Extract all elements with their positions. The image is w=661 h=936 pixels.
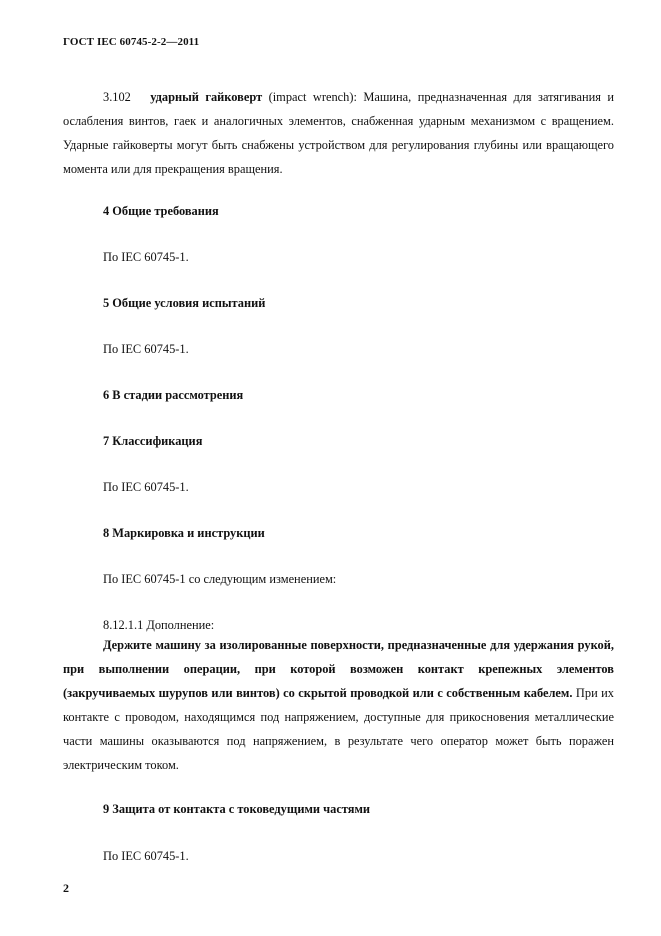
definition-term: ударный гайковерт — [150, 90, 263, 104]
section-8-subclause: 8.12.1.1 Дополнение: — [103, 618, 215, 632]
definition-number: 3.102 — [103, 90, 131, 104]
section-8-text: По IEC 60745-1 со следующим изменением: — [103, 572, 337, 586]
section-6-title: 6 В стадии рассмотрения — [103, 388, 244, 402]
section-4-title: 4 Общие требования — [103, 204, 219, 218]
section-8-title: 8 Маркировка и инструкции — [103, 526, 265, 540]
page-number: 2 — [63, 881, 69, 895]
warning-paragraph — [63, 633, 614, 777]
definition-english: (impact wrench) — [268, 90, 354, 104]
section-7-title: 7 Классификация — [103, 434, 203, 448]
definition-paragraph — [63, 85, 614, 181]
section-9-title: 9 Защита от контакта с токоведущими частями — [103, 802, 371, 816]
section-5-title: 5 Общие условия испытаний — [103, 296, 266, 310]
section-4-text: По IEC 60745-1. — [103, 250, 189, 264]
section-9-text: По IEC 60745-1. — [103, 849, 189, 863]
section-7-text: По IEC 60745-1. — [103, 480, 189, 494]
section-5-text: По IEC 60745-1. — [103, 342, 189, 356]
definition-text: : Машина, предназначенная для затягивания и ослабления винтов, гаек и аналогичных элементов, снабженная ударным механизмом с вращением. Ударные гайковерты могут быть снабжены устройством для регулирования глубины или вращающего момента или для прекращения вращения. — [63, 90, 614, 176]
warning-bold-text: Держите машину за изолированные поверхности, предназначенные для удержания рукой, при выполнении операции, при которой возможен контакт крепежных элементов (закручиваемых шурупов или винтов) со скрытой проводкой или с собственным кабелем. — [63, 638, 614, 700]
document-header: ГОСТ IEC 60745-2-2—2011 — [63, 36, 200, 48]
warning-regular-text: При их контакте с проводом, находящимся под напряжением, доступные для прикосновения металлические части машины оказываются под напряжением, в результате чего оператор может быть поражен электрическим током. — [63, 686, 614, 772]
